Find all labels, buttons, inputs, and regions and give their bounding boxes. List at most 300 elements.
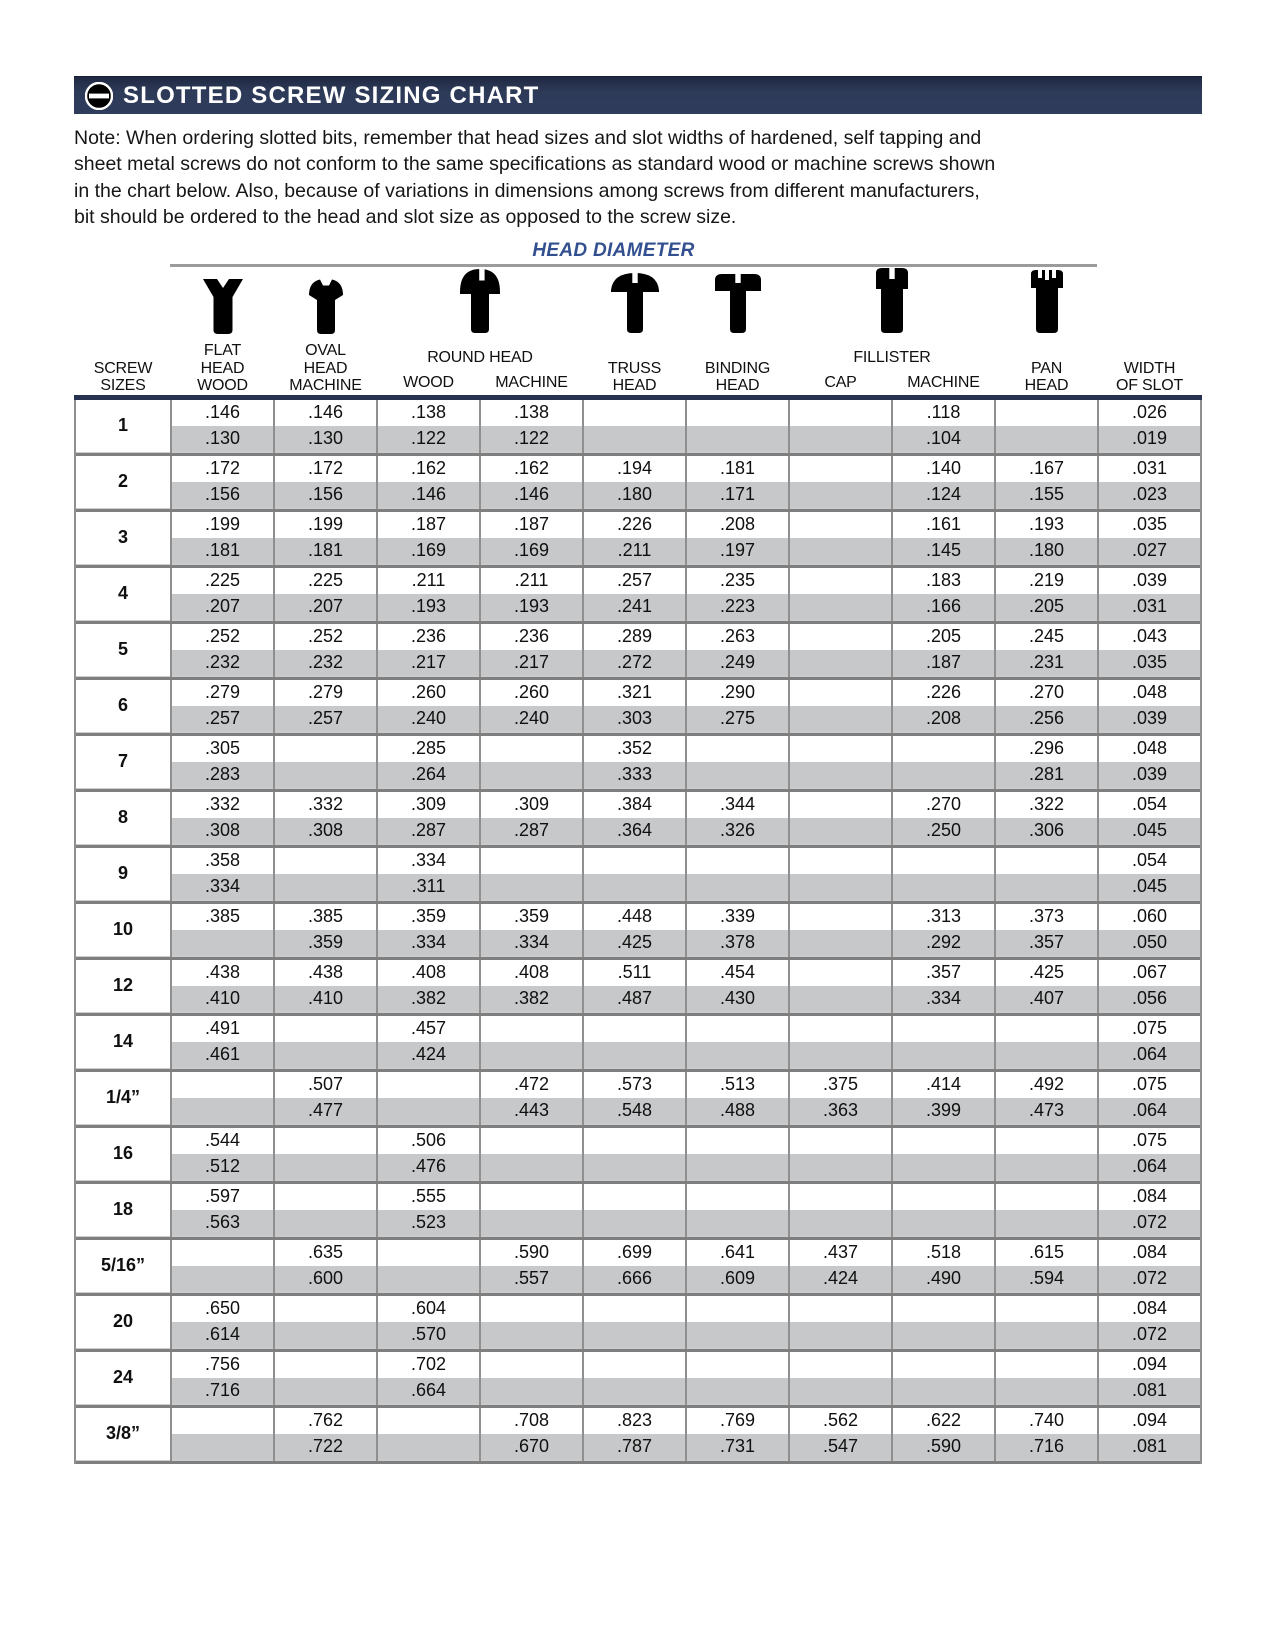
table-row-max [75,680,1201,706]
table-row-min [75,650,1201,677]
table-row-max [75,1128,1201,1154]
diameter-cell: .146 [377,482,480,509]
diameter-cell [583,1352,686,1378]
diameter-cell [789,1322,892,1349]
diameter-cell: .414 [892,1072,995,1098]
note-line: in the chart below. Also, because of variations in dimensions among screws from different manufacturers, [74,179,980,202]
table-row-min [75,1210,1201,1237]
diameter-cell: .292 [892,930,995,957]
table-row-min [75,986,1201,1013]
diameter-cell: .199 [171,512,274,538]
fillister-head-screw-icon [789,267,995,342]
diameter-cell [480,1016,583,1042]
diameter-cell [789,426,892,453]
table-row-max [75,848,1201,874]
diameter-cell: .443 [480,1098,583,1125]
diameter-cell [789,818,892,845]
diameter-cell: .124 [892,482,995,509]
diameter-cell: .205 [892,624,995,650]
diameter-cell [480,1378,583,1405]
diameter-cell: .334 [480,930,583,957]
diameter-cell: .375 [789,1072,892,1098]
diameter-cell: .256 [995,706,1098,733]
diameter-cell [583,1128,686,1154]
table-row-min [75,1322,1201,1349]
diameter-cell: .172 [171,456,274,482]
oval-head-screw-icon [274,267,377,342]
table-row-max [75,397,1201,426]
diameter-cell: .205 [995,594,1098,621]
diameter-cell: .035 [1098,512,1201,538]
diameter-cell: .081 [1098,1434,1201,1461]
diameter-cell: .146 [274,397,377,426]
diameter-cell: .359 [480,904,583,930]
diameter-cell: .555 [377,1184,480,1210]
diameter-cell: .597 [171,1184,274,1210]
col-round-head-machine: MACHINE [495,374,568,392]
colgroup-fillister: FILLISTER [853,348,931,366]
diameter-cell: .270 [995,680,1098,706]
diameter-cell [789,456,892,482]
diameter-cell: .027 [1098,538,1201,565]
diameter-cell: .590 [892,1434,995,1461]
diameter-cell: .183 [892,568,995,594]
col-screw-sizes: SCREW SIZES [93,359,153,395]
table-body [75,397,1201,1464]
diameter-cell: .145 [892,538,995,565]
diameter-cell: .472 [480,1072,583,1098]
diameter-cell [789,874,892,901]
diameter-cell: .250 [892,818,995,845]
icon-spacer-cell [75,267,171,342]
diameter-cell [274,1042,377,1069]
diameter-cell: .287 [377,818,480,845]
note-line: Note: When ordering slotted bits, remember that head sizes and slot widths of hardened, self tapping and [74,127,982,149]
diameter-cell: .075 [1098,1128,1201,1154]
diameter-cell [583,1296,686,1322]
col-oval-head-machine: OVAL HEAD MACHINE [289,342,362,395]
diameter-cell: .385 [274,904,377,930]
diameter-cell: .491 [171,1016,274,1042]
diameter-cell [789,512,892,538]
diameter-cell: .363 [789,1098,892,1125]
diameter-cell [686,1296,789,1322]
diameter-cell: .217 [480,650,583,677]
diameter-cell: .232 [171,650,274,677]
diameter-cell: .122 [377,426,480,453]
diameter-cell: .043 [1098,624,1201,650]
diameter-cell: .211 [480,568,583,594]
diameter-cell [274,762,377,789]
diameter-cell: .290 [686,680,789,706]
diameter-cell [789,706,892,733]
diameter-cell: .303 [583,706,686,733]
screw-size-label: 3/8” [75,1408,171,1461]
diameter-cell: .716 [995,1434,1098,1461]
diameter-cell: .296 [995,736,1098,762]
diameter-cell [686,1184,789,1210]
diameter-cell [686,848,789,874]
diameter-cell [892,736,995,762]
diameter-cell: .490 [892,1266,995,1293]
diameter-cell: .072 [1098,1210,1201,1237]
diameter-cell: .187 [377,512,480,538]
diameter-cell: .194 [583,456,686,482]
diameter-cell: .438 [274,960,377,986]
table-row-min [75,706,1201,733]
diameter-cell: .518 [892,1240,995,1266]
diameter-cell: .334 [892,986,995,1013]
diameter-cell: .039 [1098,762,1201,789]
screw-size-label: 16 [75,1128,171,1181]
diameter-cell: .193 [995,512,1098,538]
diameter-cell [789,1378,892,1405]
table-row-max [75,512,1201,538]
diameter-cell: .225 [171,568,274,594]
table-row-min [75,1378,1201,1405]
col-fillister-cap: CAP [824,374,857,392]
screw-sizing-table [74,267,1202,1464]
diameter-cell [686,1128,789,1154]
diameter-cell: .072 [1098,1266,1201,1293]
diameter-cell: .199 [274,512,377,538]
diameter-cell: .492 [995,1072,1098,1098]
diameter-cell: .313 [892,904,995,930]
diameter-cell: .064 [1098,1154,1201,1181]
diameter-cell [892,1184,995,1210]
diameter-cell: .635 [274,1240,377,1266]
diameter-cell: .359 [274,930,377,957]
diameter-cell: .045 [1098,818,1201,845]
diameter-cell: .287 [480,818,583,845]
table-row-max [75,736,1201,762]
diameter-cell [171,1098,274,1125]
pan-head-screw-icon [995,267,1098,342]
diameter-cell [789,904,892,930]
diameter-cell: .138 [480,397,583,426]
diameter-cell: .408 [480,960,583,986]
diameter-cell: .169 [377,538,480,565]
group-separator-line [75,1460,1201,1464]
diameter-cell [789,986,892,1013]
diameter-cell: .523 [377,1210,480,1237]
diameter-cell [995,848,1098,874]
diameter-cell: .339 [686,904,789,930]
diameter-cell: .161 [892,512,995,538]
diameter-cell: .166 [892,594,995,621]
col-pan-head: PAN HEAD [1024,359,1069,395]
diameter-cell: .604 [377,1296,480,1322]
diameter-cell: .512 [171,1154,274,1181]
diameter-cell [274,848,377,874]
diameter-cell: .306 [995,818,1098,845]
diameter-cell: .019 [1098,426,1201,453]
table-row-max [75,904,1201,930]
table-header [75,267,1201,397]
diameter-cell: .181 [686,456,789,482]
diameter-cell: .308 [274,818,377,845]
diameter-cell: .146 [480,482,583,509]
diameter-cell: .260 [377,680,480,706]
table-row-max [75,1184,1201,1210]
diameter-cell: .594 [995,1266,1098,1293]
diameter-cell [995,1128,1098,1154]
diameter-cell [274,1184,377,1210]
diameter-cell [171,1240,274,1266]
diameter-cell [583,1042,686,1069]
diameter-cell [480,736,583,762]
col-fillister-machine: MACHINE [907,374,980,392]
diameter-cell [789,650,892,677]
col-flat-head-wood: FLAT HEAD WOOD [197,342,248,395]
diameter-cell: .187 [892,650,995,677]
diameter-cell: .600 [274,1266,377,1293]
diameter-cell [480,1296,583,1322]
diameter-cell: .557 [480,1266,583,1293]
table-row-min [75,1154,1201,1181]
diameter-cell: .424 [377,1042,480,1069]
diameter-cell: .664 [377,1378,480,1405]
diameter-cell [789,1210,892,1237]
diameter-cell [789,1352,892,1378]
diameter-cell: .670 [480,1434,583,1461]
diameter-cell: .740 [995,1408,1098,1434]
diameter-cell: .169 [480,538,583,565]
screw-size-label: 1/4” [75,1072,171,1125]
diameter-cell [274,1128,377,1154]
diameter-cell [789,397,892,426]
diameter-cell [789,538,892,565]
diameter-cell: .309 [480,792,583,818]
diameter-cell [686,1378,789,1405]
diameter-cell: .241 [583,594,686,621]
diameter-cell: .448 [583,904,686,930]
diameter-cell [171,1408,274,1434]
diameter-cell: .207 [171,594,274,621]
diameter-cell [892,848,995,874]
note-paragraph [74,125,1202,230]
diameter-cell [686,426,789,453]
diameter-cell [480,1322,583,1349]
diameter-cell: .208 [686,512,789,538]
table-row-min [75,874,1201,901]
diameter-cell [480,874,583,901]
diameter-cell: .708 [480,1408,583,1434]
diameter-cell [789,1296,892,1322]
diameter-cell [789,848,892,874]
table-row-min [75,818,1201,845]
diameter-cell [892,1016,995,1042]
diameter-cell: .334 [171,874,274,901]
diameter-cell: .437 [789,1240,892,1266]
diameter-cell: .408 [377,960,480,986]
diameter-cell: .031 [1098,456,1201,482]
diameter-cell: .156 [274,482,377,509]
slotted-screw-head-icon [85,82,113,110]
diameter-cell: .308 [171,818,274,845]
diameter-cell: .232 [274,650,377,677]
head-diameter-label: HEAD DIAMETER [532,240,695,262]
diameter-cell: .054 [1098,848,1201,874]
diameter-cell [583,1378,686,1405]
table-row-max [75,1016,1201,1042]
diameter-cell [274,1016,377,1042]
diameter-cell: .384 [583,792,686,818]
page-title: SLOTTED SCREW SIZING CHART [123,81,540,109]
diameter-cell: .731 [686,1434,789,1461]
col-binding-head: BINDING HEAD [704,359,771,395]
diameter-cell: .410 [274,986,377,1013]
diameter-cell: .364 [583,818,686,845]
diameter-cell: .650 [171,1296,274,1322]
diameter-cell: .513 [686,1072,789,1098]
table-row-min [75,930,1201,957]
diameter-cell [995,1210,1098,1237]
diameter-cell: .180 [995,538,1098,565]
table-row-max [75,1296,1201,1322]
diameter-cell: .281 [995,762,1098,789]
diameter-cell: .358 [171,848,274,874]
diameter-cell [995,426,1098,453]
diameter-cell [686,736,789,762]
diameter-cell [171,1434,274,1461]
diameter-cell [892,1210,995,1237]
diameter-cell [789,1042,892,1069]
diameter-cell: .084 [1098,1184,1201,1210]
diameter-cell: .026 [1098,397,1201,426]
diameter-cell: .193 [480,594,583,621]
head-diameter-underline [170,240,1097,267]
diameter-cell [480,1352,583,1378]
diameter-cell: .236 [377,624,480,650]
diameter-cell: .064 [1098,1042,1201,1069]
diameter-cell [480,1184,583,1210]
diameter-cell [274,736,377,762]
diameter-cell [686,1016,789,1042]
diameter-cell [583,874,686,901]
diameter-cell [995,874,1098,901]
diameter-cell: .193 [377,594,480,621]
diameter-cell [789,568,892,594]
diameter-cell [686,1154,789,1181]
diameter-cell: .263 [686,624,789,650]
diameter-cell: .562 [789,1408,892,1434]
diameter-cell [995,1352,1098,1378]
diameter-cell [583,426,686,453]
diameter-cell: .507 [274,1072,377,1098]
table-row-max [75,960,1201,986]
diameter-cell: .430 [686,986,789,1013]
screw-size-label: 5/16” [75,1240,171,1293]
diameter-cell: .211 [583,538,686,565]
diameter-cell [789,482,892,509]
col-truss-head: TRUSS HEAD [607,359,662,395]
diameter-cell [789,792,892,818]
diameter-cell: .641 [686,1240,789,1266]
screw-size-label: 24 [75,1352,171,1405]
note-line: sheet metal screws do not conform to the same specifications as standard wood or machine screws shown [74,153,996,176]
diameter-cell [480,1210,583,1237]
diameter-cell [892,874,995,901]
table-row-max [75,1072,1201,1098]
diameter-cell [274,1322,377,1349]
diameter-cell [377,1408,480,1434]
table-row-min [75,538,1201,565]
diameter-cell: .279 [171,680,274,706]
diameter-cell: .257 [274,706,377,733]
diameter-cell: .399 [892,1098,995,1125]
diameter-cell: .181 [274,538,377,565]
diameter-cell: .240 [377,706,480,733]
diameter-cell [480,1042,583,1069]
diameter-cell: .225 [274,568,377,594]
diameter-cell [686,874,789,901]
diameter-cell: .279 [274,680,377,706]
table-row-max [75,1408,1201,1434]
diameter-cell: .344 [686,792,789,818]
screw-size-label: 12 [75,960,171,1013]
diameter-cell: .180 [583,482,686,509]
diameter-cell: .155 [995,482,1098,509]
diameter-cell [892,1322,995,1349]
diameter-cell: .309 [377,792,480,818]
diameter-cell: .084 [1098,1240,1201,1266]
diameter-cell: .264 [377,762,480,789]
diameter-cell: .424 [789,1266,892,1293]
diameter-cell: .410 [171,986,274,1013]
diameter-cell: .211 [377,568,480,594]
diameter-cell: .226 [892,680,995,706]
diameter-cell: .385 [171,904,274,930]
diameter-cell [789,1016,892,1042]
header-row-top [75,342,1201,366]
diameter-cell: .326 [686,818,789,845]
title-bar [74,76,1202,114]
diameter-cell [274,1154,377,1181]
diameter-cell [583,848,686,874]
diameter-cell: .081 [1098,1378,1201,1405]
table-row-min [75,1098,1201,1125]
diameter-cell: .219 [995,568,1098,594]
diameter-cell: .473 [995,1098,1098,1125]
diameter-cell: .039 [1098,706,1201,733]
table-row-min [75,1266,1201,1293]
screw-size-label: 1 [75,397,171,452]
diameter-cell: .060 [1098,904,1201,930]
diameter-cell [789,1154,892,1181]
diameter-cell: .249 [686,650,789,677]
diameter-cell [171,1266,274,1293]
table-row-min [75,594,1201,621]
diameter-cell: .104 [892,426,995,453]
diameter-cell: .614 [171,1322,274,1349]
diameter-cell [995,1184,1098,1210]
diameter-cell [274,1378,377,1405]
diameter-cell: .756 [171,1352,274,1378]
diameter-cell [892,1378,995,1405]
diameter-cell [892,1154,995,1181]
diameter-cell: .075 [1098,1072,1201,1098]
screw-size-label: 20 [75,1296,171,1349]
diameter-cell: .208 [892,706,995,733]
screw-size-label: 2 [75,456,171,509]
diameter-cell [274,1352,377,1378]
table-row-min [75,1042,1201,1069]
diameter-cell [480,848,583,874]
diameter-cell: .162 [480,456,583,482]
diameter-cell: .285 [377,736,480,762]
diameter-cell: .045 [1098,874,1201,901]
